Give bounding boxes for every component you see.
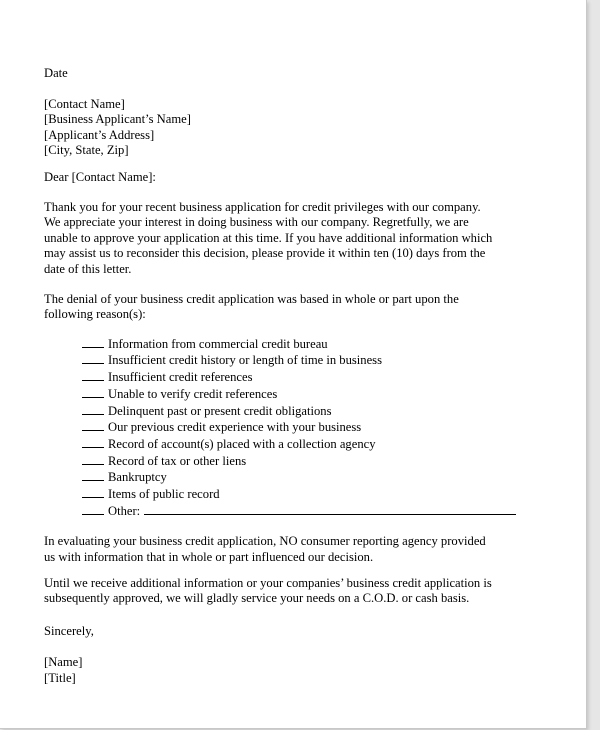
- other-label: Other:: [108, 503, 141, 518]
- paragraph-line: subsequently approved, we will gladly service your needs on a C.O.D. or cash basis.: [44, 591, 470, 606]
- paragraph-line: The denial of your business credit application was based in whole or part upon the: [44, 291, 459, 306]
- paragraph-line: Until we receive additional information or your companies’ business credit application is: [44, 575, 492, 590]
- signature-line: [Name]: [44, 655, 83, 670]
- paragraph-line: unable to approve your application at this time. If you have additional information which: [44, 230, 493, 245]
- reason-blank[interactable]: [82, 436, 104, 448]
- reason-blank[interactable]: [82, 369, 104, 381]
- reason-blank[interactable]: [82, 453, 104, 465]
- reason-item: [82, 336, 554, 353]
- reason-label: Record of account(s) placed with a collection agency: [108, 436, 376, 451]
- reason-blank[interactable]: [82, 403, 104, 415]
- salutation: Dear [Contact Name]:: [44, 169, 156, 184]
- reason-item-other: [82, 503, 554, 520]
- address-line: [Contact Name]: [44, 96, 125, 111]
- reason-blank[interactable]: [82, 352, 104, 364]
- address-line: [Applicant’s Address]: [44, 127, 155, 142]
- reason-item: [82, 486, 554, 503]
- reason-blank[interactable]: [82, 486, 104, 498]
- address-line: [Business Applicant’s Name]: [44, 112, 191, 127]
- recipient-address: [44, 97, 554, 159]
- closing: Sincerely,: [44, 623, 94, 638]
- reason-label: Record of tax or other liens: [108, 453, 247, 468]
- paragraph-line: In evaluating your business credit application, NO consumer reporting agency provided: [44, 534, 486, 549]
- reason-label: Items of public record: [108, 487, 220, 502]
- paragraph-line: may assist us to reconsider this decision, please provide it within ten (10) days from the: [44, 246, 486, 261]
- reason-item: [82, 403, 554, 420]
- address-line: [City, State, Zip]: [44, 143, 129, 158]
- paragraph-denial: [44, 292, 554, 323]
- paragraph-line: us with information that in whole or part influenced our decision.: [44, 550, 374, 565]
- reason-blank[interactable]: [82, 503, 104, 515]
- reason-blank[interactable]: [82, 419, 104, 431]
- reason-checklist: [82, 336, 554, 520]
- paragraph-cod: [44, 576, 554, 607]
- reason-item: [82, 369, 554, 386]
- paragraph-line: date of this letter.: [44, 261, 132, 276]
- paragraph-line: Thank you for your recent business application for credit privileges with our company.: [44, 199, 481, 214]
- signature-block: [44, 655, 554, 686]
- reason-item: [82, 352, 554, 369]
- paragraph-intro: [44, 200, 554, 278]
- reason-item: [82, 436, 554, 453]
- reason-item: [82, 469, 554, 486]
- reason-item: [82, 386, 554, 403]
- reason-label: Insufficient credit references: [108, 370, 253, 385]
- paragraph-consumer-agency: [44, 534, 554, 565]
- reason-label: Insufficient credit history or length of time in business: [108, 353, 382, 368]
- reason-label: Unable to verify credit references: [108, 386, 278, 401]
- signature-line: [Title]: [44, 671, 76, 686]
- reason-label: Our previous credit experience with your business: [108, 420, 362, 435]
- letter-date: Date: [44, 66, 68, 80]
- reason-blank[interactable]: [82, 336, 104, 348]
- reason-label: Delinquent past or present credit obligations: [108, 403, 332, 418]
- reason-label: Information from commercial credit bureau: [108, 336, 328, 351]
- reason-label: Bankruptcy: [108, 470, 167, 485]
- reason-item: [82, 453, 554, 470]
- paragraph-line: We appreciate your interest in doing business with our company. Regretfully, we are: [44, 215, 469, 230]
- reason-item: [82, 419, 554, 436]
- reason-blank[interactable]: [82, 386, 104, 398]
- reason-blank[interactable]: [82, 469, 104, 481]
- other-input-line[interactable]: [144, 503, 516, 515]
- letter-body: [44, 66, 554, 687]
- paragraph-line: following reason(s):: [44, 307, 146, 322]
